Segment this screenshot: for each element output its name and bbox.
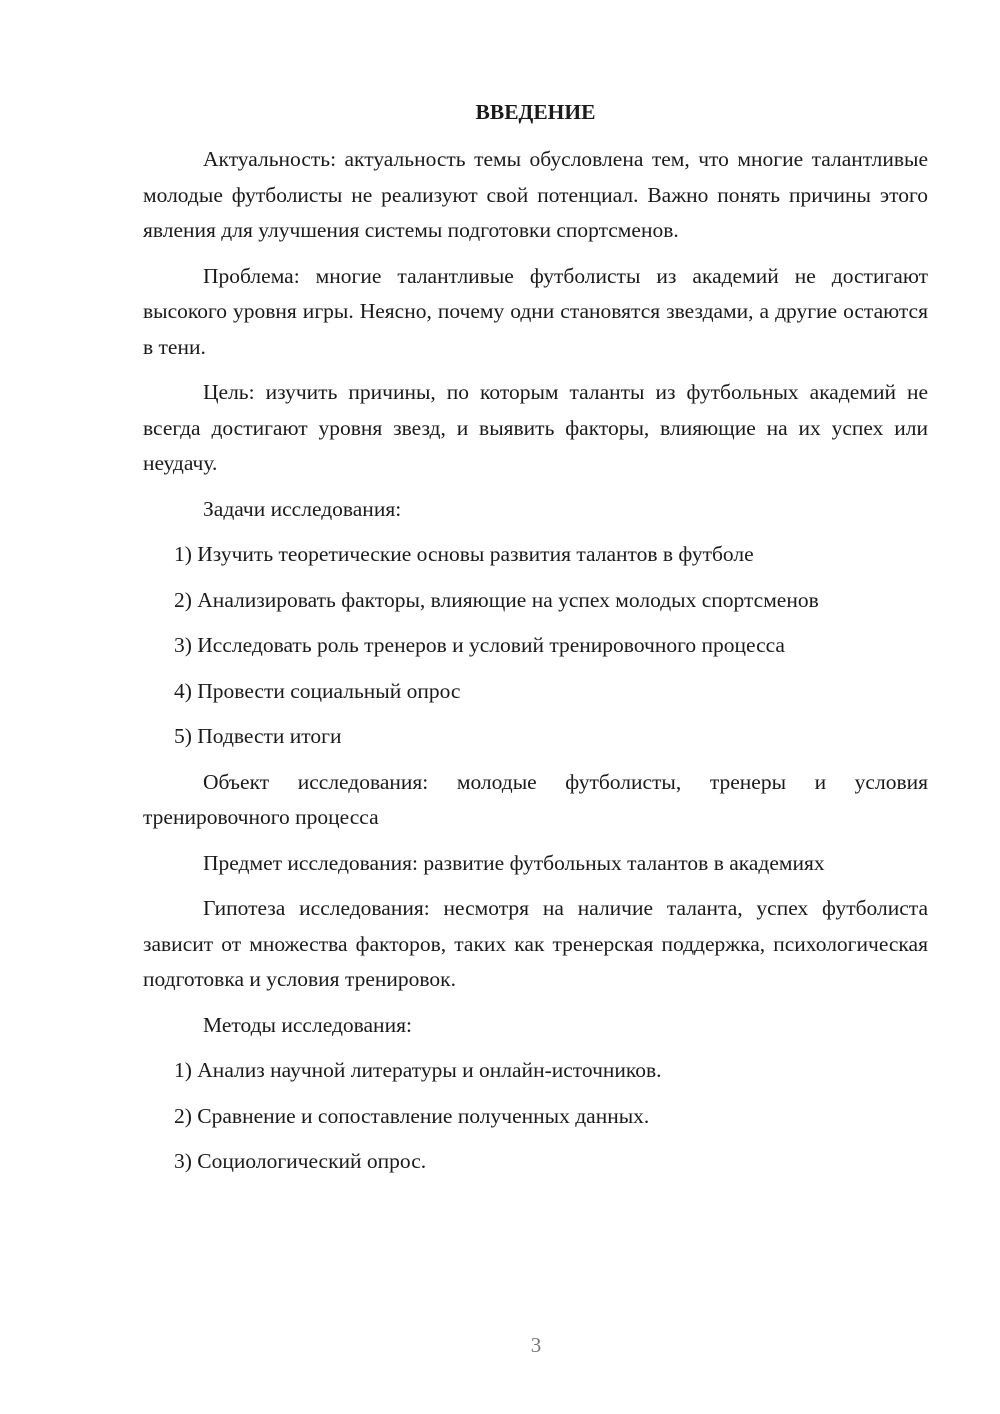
page-number: 3 [530,1333,542,1357]
paragraph-relevance: Актуальность: актуальность темы обусловлена тем, что многие талантливые молодые футболисты не реализуют свой потенциал. Важно понять причины этого явления для улучшения системы подготовки спортсменов. [143,147,928,242]
task-item-2: 2) Анализировать факторы, влияющие на успех молодых спортсменов [174,587,819,612]
section-title: ВВЕДЕНИЕ [475,100,596,124]
task-item-3: 3) Исследовать роль тренеров и условий тренировочного процесса [174,633,785,657]
paragraph-hypothesis: Гипотеза исследования: несмотря на наличие таланта, успех футболиста зависит от множества факторов, таких как тренерская поддержка, психологическая подготовка и условия тренировок. [143,896,928,991]
task-item-5: 5) Подвести итоги [174,724,342,748]
paragraph-object: Объект исследования: молодые футболисты, тренеры и условия тренировочного процесса [143,769,928,829]
task-item-1: 1) Изучить теоретические основы развития талантов в футболе [174,542,754,566]
method-item-3: 3) Социологический опрос. [174,1149,427,1173]
method-item-1: 1) Анализ научной литературы и онлайн-источников. [174,1058,662,1082]
document-page [143,96,928,1190]
task-item-4: 4) Провести социальный опрос [174,678,461,703]
methods-heading: Методы исследования: [203,1012,412,1037]
paragraph-subject: Предмет исследования: развитие футбольных талантов в академиях [203,850,825,875]
paragraph-problem: Проблема: многие талантливые футболисты из академий не достигают высокого уровня игры. Неясно, почему одни становятся звездами, а другие остаются в тени. [143,263,928,359]
method-item-2: 2) Сравнение и сопоставление полученных данных. [174,1103,650,1128]
tasks-heading: Задачи исследования: [203,496,402,521]
paragraph-goal: Цель: изучить причины, по которым таланты из футбольных академий не всегда достигают уровня звезд, и выявить факторы, влияющие на их успех или неудачу. [143,380,928,475]
